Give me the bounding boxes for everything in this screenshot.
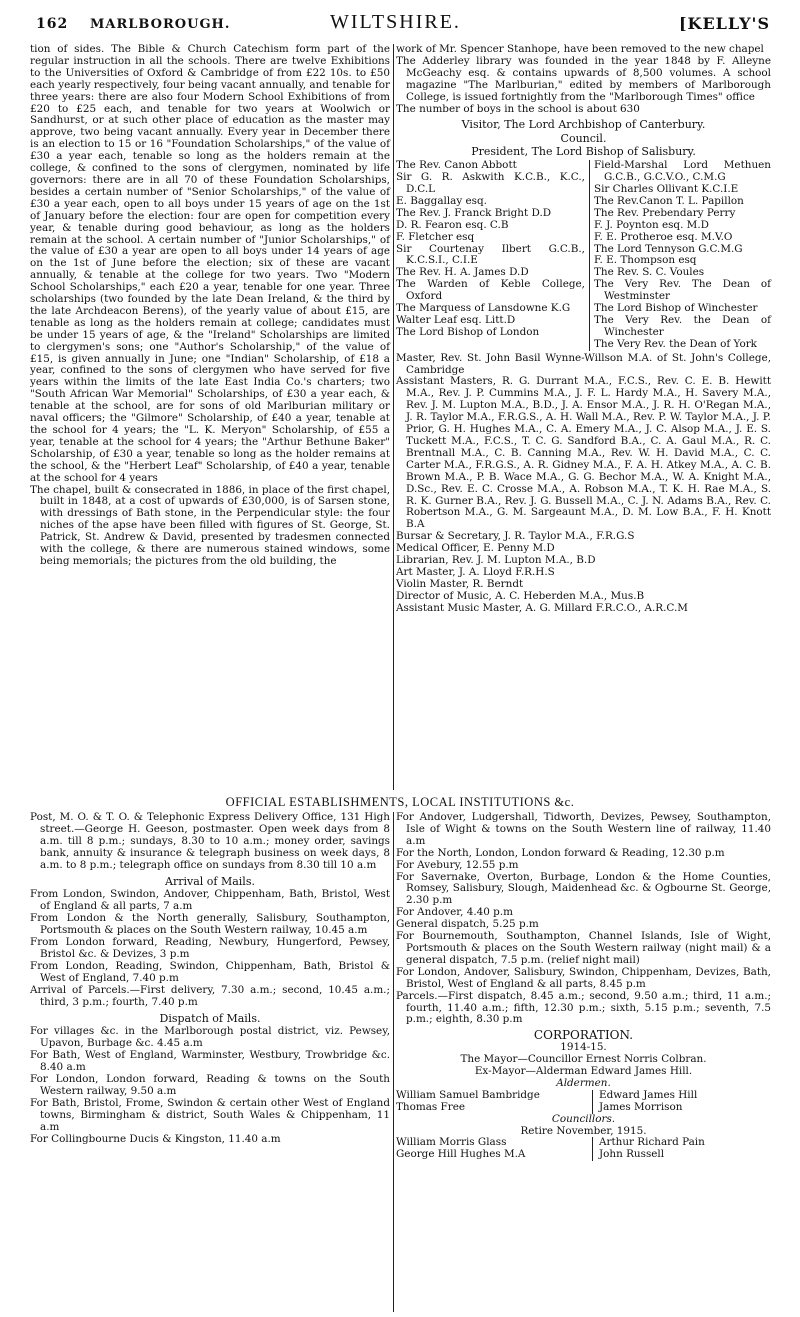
councillor-name: George Hill Hughes M.A	[396, 1148, 526, 1161]
librarian-entry: Librarian, Rev. J. M. Lupton M.A., B.D	[396, 554, 596, 567]
dispatch-entry: For the North, London, London forward & Reading, 12.30 p.m	[396, 846, 725, 859]
councillor-name: John Russell	[599, 1148, 665, 1161]
master-entry: Master, Rev. St. John Basil Wynne-Willson M.A. of St. John's College, Cambridge	[396, 351, 771, 376]
dispatch-entry: For Avebury, 12.55 p.m	[396, 858, 519, 871]
dispatch-heading: Dispatch of Mails.	[159, 1011, 261, 1025]
library-paragraph: The Adderley library was founded in the year 1848 by F. Alleyne McGeachy esq. & contains upwards of 8,500 volumes. A school magazine "The Marlburian," edited by members of Marlborough College, is issued fortnightly from the "Marlborough Times" office	[396, 54, 771, 103]
right-column-upper	[396, 44, 771, 615]
retire-line: Retire November, 1915.	[520, 1124, 647, 1137]
councillors-left	[396, 1137, 593, 1161]
council-member: The Lord Bishop of Winchester	[593, 302, 758, 315]
alderman-name: William Samuel Bambridge	[396, 1088, 540, 1101]
alderman-name: Edward James Hill	[599, 1088, 698, 1101]
dispatch-entry: For villages &c. in the Marlborough postal district, viz. Pewsey, Upavon, Burbage &c. 4.45 a.m	[30, 1025, 390, 1050]
page-header	[30, 6, 770, 40]
council-member: The Marquess of Lansdowne K.G	[396, 302, 571, 315]
council-member: The Rev. Prebendary Perry	[593, 206, 736, 219]
assistant-masters-entry: Assistant Masters, R. G. Durrant M.A., F.C.S., Rev. C. E. B. Hewitt M.A., Rev. J. P. Cummins M.A., J. F. L. Hardy M.A., H. Savery M.A., Rev. J. M. Lupton M.A., B.D., J. A. Ensor M.A., J. R. H. O'Regan M.A., J. R. Taylor M.A., F.R.G.S., A. H. Wall M.A., Rev. P. W. Taylor M.A., J. P. Prior, G. H. Hughes M.A., C. A. Emery M.A., J. C. Alsop M.A., J. E. S. Tuckett M.A., F.C.S., T. C. G. Sandford B.A., C. A. Gaul M.A., R. C. Brentnall M.A., C. B. Canning M.A., Rev. W. H. David M.A., C. C. Carter M.A., F.R.G.S., A. R. Gidney M.A., F. A. H. Atkey M.A., A. C. B. Brown M.A., P. B. Wace M.A., G. G. Bechor M.A., W. A. Knight M.A., D.Sc., Rev. E. C. Crosse M.A., A. Robson M.A., T. K. H. Rae M.A., S. R. K. Gurner B.A., Rev. J. G. Bussell M.A., C. J. N. Adams B.A., Rev. C. Robertson M.A., G. M. Sargeaunt M.A., D. M. Low B.A., F. H. Knott B.A	[396, 375, 771, 531]
arrival-entry: From London & the North generally, Salisbury, Southampton, Portsmouth & places on the South Western railway, 10.45 a.m	[30, 912, 390, 937]
medical-officer-entry: Medical Officer, E. Penny M.D	[396, 542, 555, 555]
assistant-music-master-entry: Assistant Music Master, A. G. Millard F.R.C.O., A.R.C.M	[396, 601, 688, 614]
dispatch-entry: For London, Andover, Salisbury, Swindon, Chippenham, Devizes, Bath, Bristol, West of England & all parts, 8.45 p.m	[396, 965, 771, 990]
council-member: F. E. Protheroe esq. M.V.O	[593, 230, 733, 243]
dispatch-entry: For Andover, 4.40 p.m	[396, 906, 513, 919]
scholarships-paragraph: tion of sides. The Bible & Church Catechism form part of the regular instruction in all the schools. There are twelve Exhibitions to the Universities of Oxford & Cambridge of from £22 10s. to £50 each yearly respectively, four being vacant annually, and tenable for three years: there are also four Modern School Exhibitions of from £20 to £25 each, and tenable for two years at Woolwich or Sandhurst, or at such other place of education as the master may approve, two being vacant annually. Every year in December there is an election to 15 or 16 "Foundation Scholarships," of the value of £30 a year each, tenable so long as the holders remain at the college, & confined to the sons of clergymen, nominated by life governors: there are in all 70 of these Foundation Scholarships, besides a certain number of "Senior Scholarships," of the value of £30 a year each, open to all boys under 15 years of age on the 1st of January before the election: four are open for competition every year, & tenable during good behaviour, as long as the holders remain at the school. A certain number of "Junior Scholarships," of the value of £30 a year are open to all boys under 14 years of age on the 1st of June before the election; six of these are vacant annually, & tenable at the college for two years. Two "Modern School Scholarships," each £20 a year, tenable for one year. Three scholarships (two founded by the late Dean Ireland, & the third by the late Archdeacon Berens), of the yearly value of about £15, are tenable as long as the holders remain at college; candidates must be under 15 years of age, & the "Ireland" Scholarships are limited to clergymen's sons; one "Author's Scholarship," of the value of £15, is given annually in June; one "Indian" Scholarship, of £18 a year, confined to the sons of clergymen who have served for five years within the limits of the late East India Co.'s charters; two "South African War Memorial" Scholarships, of £30 a year each, & tenable at the school, are for sons of old Marlburian military or naval officers; the "Gilmore" Scholarship, of £40 a year, tenable at the school for 4 years; the "L. K. Meryon" Scholarship, of £55 a year, tenable at the school for 4 years; the "Arthur Bethune Baker" Scholarship, of £30 a year, tenable so long as the holder remains at the school, & the "Herbert Leaf" Scholarship, of £40 a year, tenable at the school for 4 years	[30, 43, 390, 484]
council-member: The Rev. S. C. Voules	[593, 266, 705, 279]
council-member: Sir G. R. Askwith K.C.B., K.C., D.C.L	[396, 171, 585, 195]
page-number: 162	[36, 16, 69, 32]
place-name: MARLBOROUGH.	[90, 17, 231, 32]
arrival-entry: From London, Reading, Swindon, Chippenham, Bath, Bristol & West of England, 7.40 p.m	[30, 959, 390, 984]
column-divider-lower	[393, 812, 394, 1312]
corporation-heading: CORPORATION.	[533, 1028, 634, 1043]
council-member: The Very Rev. the Dean of Winchester	[593, 313, 771, 338]
council-members	[396, 160, 771, 351]
councillor-name: William Morris Glass	[396, 1136, 507, 1149]
left-column-upper	[30, 44, 390, 568]
council-member: The Rev.Canon T. L. Papillon	[593, 194, 744, 207]
aldermen-left	[396, 1090, 593, 1114]
art-master-entry: Art Master, J. A. Lloyd F.R.H.S	[396, 565, 555, 578]
right-column-lower	[396, 812, 771, 1161]
mayor-line: The Mayor—Councillor Ernest Norris Colbran.	[460, 1053, 707, 1066]
county-name: WILTSHIRE.	[330, 11, 461, 33]
parcels-dispatch-entry: Parcels.—First dispatch, 8.45 a.m.; second, 9.50 a.m.; third, 11 a.m.; fourth, 11.40 a.m.; fifth, 12.30 p.m.; sixth, 5.15 p.m.; seventh, 7.5 p.m.; eighth, 8.30 p.m	[396, 989, 771, 1026]
publisher-name: [KELLY'S	[678, 14, 770, 33]
music-director-entry: Director of Music, A. C. Heberden M.A., Mus.B	[396, 589, 645, 602]
alderman-name: James Morrison	[599, 1100, 683, 1113]
council-member: Walter Leaf esq. Litt.D	[396, 313, 516, 326]
council-member: F. Fletcher esq	[396, 230, 475, 243]
dispatch-entry: For Andover, Ludgershall, Tidworth, Devizes, Pewsey, Southampton, Isle of Wight & towns on the South Western line of railway, 11.40 a.m	[396, 811, 771, 847]
council-member: Sir Courtenay Ilbert G.C.B., K.C.S.I., C.I.E	[396, 242, 585, 267]
column-divider-upper	[393, 44, 394, 790]
council-member: The Rev. H. A. James D.D	[396, 266, 529, 279]
arrival-entry: From London forward, Reading, Newbury, Hungerford, Pewsey, Bristol &c. & Devizes, 3 p.m	[30, 936, 390, 960]
council-member: F. J. Poynton esq. M.D	[593, 218, 709, 231]
arrival-heading: Arrival of Mails.	[165, 874, 255, 888]
dispatch-entry: For Bournemouth, Southampton, Channel Islands, Isle of Wight, Portsmouth & places on the South Western railway (night mail) & a general dispatch, 7.5 p.m. (relief night mail)	[396, 930, 771, 966]
arrival-entry: From London, Swindon, Andover, Chippenham, Bath, Bristol, West of England & all parts, 7 a.m	[30, 888, 390, 913]
council-member: The Very Rev. the Dean of York	[593, 337, 757, 350]
council-member: Field-Marshal Lord Methuen G.C.B., G.C.V.O., C.M.G	[593, 159, 771, 184]
council-member: Sir Charles Ollivant K.C.I.E	[593, 182, 739, 195]
council-heading: Council.	[560, 132, 607, 146]
visitor-line: Visitor, The Lord Archbishop of Canterbury.	[461, 118, 706, 132]
council-member: F. E. Thompson esq	[593, 254, 697, 267]
aldermen-right	[593, 1090, 697, 1114]
council-member: D. R. Fearon esq. C.B	[396, 218, 509, 231]
councillor-name: Arthur Richard Pain	[599, 1136, 705, 1149]
council-list-right	[590, 160, 771, 351]
council-member: The Rev. Canon Abbott	[396, 159, 517, 172]
council-member: The Rev. J. Franck Bright D.D	[396, 206, 552, 219]
dispatch-entry: For London, London forward, Reading & towns on the South Western railway, 9.50 a.m	[30, 1073, 390, 1097]
council-member: The Lord Tennyson G.C.M.G	[593, 242, 743, 255]
alderman-name: Thomas Free	[396, 1100, 466, 1113]
council-member: E. Baggallay esq.	[396, 194, 487, 207]
bursar-entry: Bursar & Secretary, J. R. Taylor M.A., F.R.G.S	[396, 530, 635, 543]
aldermen-list	[396, 1090, 771, 1114]
section-title: OFFICIAL ESTABLISHMENTS, LOCAL INSTITUTIONS &c.	[225, 795, 575, 809]
dispatch-entry: For Bath, West of England, Warminster, Westbury, Trowbridge &c. 8.40 a.m	[30, 1049, 390, 1074]
councillors-right	[593, 1137, 705, 1161]
council-member: The Very Rev. The Dean of Westminster	[593, 278, 771, 303]
aldermen-heading: Aldermen.	[556, 1076, 611, 1089]
president-line: President, The Lord Bishop of Salisbury.	[471, 145, 696, 159]
violin-master-entry: Violin Master, R. Berndt	[396, 577, 524, 590]
ex-mayor-line: Ex-Mayor—Alderman Edward James Hill.	[474, 1065, 693, 1078]
boys-count-paragraph: The number of boys in the school is about 630	[396, 102, 640, 115]
council-member: The Warden of Keble College, Oxford	[396, 278, 585, 303]
dispatch-entry: For Collingbourne Ducis & Kingston, 11.40 a.m	[30, 1132, 281, 1145]
post-office-entry: Post, M. O. & T. O. & Telephonic Express Delivery Office, 131 High street.—George H. Geeson, postmaster. Open week days from 8 a.m. till 8 p.m.; sundays, 8.30 to 10 a.m.; money order, savings bank, annuity & insurance & telegraph business on week days, 8 a.m. to 8 p.m.; telegraph office on sundays from 8.30 till 10 a.m	[30, 811, 390, 871]
left-column-lower	[30, 812, 390, 1145]
chapel-continued-paragraph: work of Mr. Spencer Stanhope, have been removed to the new chapel	[396, 43, 764, 55]
councillors-list	[396, 1137, 771, 1161]
council-list-left	[396, 160, 590, 351]
corporation-year: 1914-15.	[560, 1041, 607, 1054]
dispatch-entry: For Bath, Bristol, Frome, Swindon & certain other West of England towns, Birmingham & district, South Wales & Chippenham, 11 a.m	[30, 1096, 390, 1133]
councillors-heading: Councillors.	[551, 1112, 616, 1125]
council-member: The Lord Bishop of London	[396, 325, 540, 338]
dispatch-entry: General dispatch, 5.25 p.m	[396, 918, 539, 931]
dispatch-entry: For Savernake, Overton, Burbage, London & the Home Counties, Romsey, Salisbury, Slough, Maidenhead &c. & Ogbourne St. George, 2.30 p.m	[396, 870, 771, 907]
chapel-paragraph: The chapel, built & consecrated in 1886, in place of the first chapel, built in 1848, at a cost of upwards of £30,000, is of Sarsen stone, with dressings of Bath stone, in the Perpendicular style: the four niches of the apse have been filled with figures of St. George, St. Patrick, St. Andrew & David, presented by tradesmen connected with the college, & there are numerous stained windows, some being memorials; the pictures from the old building, the	[30, 483, 390, 567]
parcels-arrival-entry: Arrival of Parcels.—First delivery, 7.30 a.m.; second, 10.45 a.m.; third, 3 p.m.; fourth, 7.40 p.m	[30, 983, 390, 1008]
